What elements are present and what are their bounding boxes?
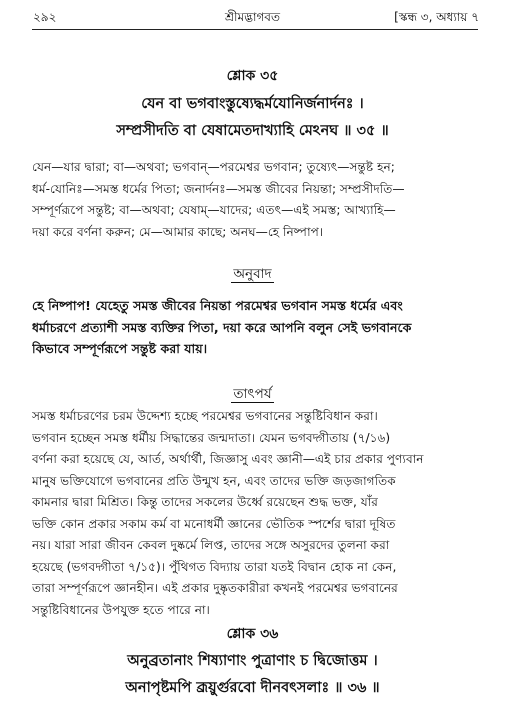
verse-35-line-1: যেন বা ভগবাংস্তুষ্যেদ্ধর্মযোনির্জনার্দনঃ ।	[141, 96, 364, 112]
verse-35-translation	[32, 295, 482, 360]
verse-35-synonyms	[32, 157, 478, 243]
translation-line: ধর্মাচরণে প্রত্যাশী সমস্ত ব্যক্তির পিতা, দয়া করে আপনি বলুন সেই ভগবানকে	[32, 319, 412, 335]
synonyms-line: ধর্ম-যোনিঃ—সমস্ত ধর্মের পিতা; জনার্দনঃ—সমস্ত জীবের নিয়ন্তা; সম্প্রসীদতি—	[32, 181, 405, 196]
synonyms-line: যেন—যার দ্বারা; বা—অথবা; ভগবান্—পরমেশ্বর ভগবান; তুষ্যেৎ—সন্তুষ্ট হন;	[32, 160, 395, 174]
verse-36-line-1: অনুব্রতানাং শিষ্যাণাং পুত্রাণাং চ দ্বিজোত্তম ।	[127, 653, 378, 669]
verse-35-line-2: সম্প্রসীদতি বা যেষামেতদাখ্যাহি মেঽনঘ ॥ ৩৫ ॥	[116, 123, 389, 139]
book-title: শ্রীমদ্ভাগবত	[224, 10, 280, 24]
translation-heading: অনুবাদ	[233, 266, 272, 282]
purport-line: ভগবান হচ্ছেন সমস্ত ধর্মীয় সিদ্ধান্তের জন্মদাতা। যেমন ভগবদ্গীতায় (৭/১৬)	[32, 430, 391, 445]
verse-35-heading: শ্লোক ৩৫	[226, 68, 279, 84]
purport-line: কামনার দ্বারা মিশ্রিত। কিন্তু তাদের সকলের উর্ধ্বে রয়েছেন শুদ্ধ ভক্ত, যাঁর	[32, 495, 378, 509]
verse-35-purport	[32, 406, 478, 621]
purport-heading: তাৎপর্য	[233, 386, 272, 402]
translation-line: হে নিষ্পাপ! যেহেতু সমস্ত জীবের নিয়ন্তা পরমেশ্বর ভগবান সমস্ত ধর্মের এবং	[32, 298, 403, 313]
page-header	[0, 6, 505, 28]
translation-line: কিভাবে সম্পূর্ণরূপে সন্তুষ্ট করা যায়।	[32, 341, 208, 356]
verse-36-heading: শ্লোক ৩৬	[226, 626, 279, 642]
purport-line: তারা সম্পূর্ণরূপে জ্ঞানহীন। এই প্রকার দুষ্কৃতকারীরা কখনই পরমেশ্বর ভগবানের	[32, 581, 398, 595]
purport-line: সন্তুষ্টিবিধানের উপযুক্ত হতে পারে না।	[32, 602, 210, 617]
synonyms-line: সম্পূর্ণরূপে সন্তুষ্ট; বা—অথবা; যেষাম্—যাদের; এতৎ—এই সমস্ত; আখ্যাহি—	[32, 203, 396, 217]
purport-line: ভক্তি কোন প্রকার সকাম কর্ম বা মনোধর্মী জ্ঞানের ভৌতিক স্পর্শের দ্বারা দূষিত	[32, 516, 396, 531]
header-rule	[32, 29, 478, 30]
synonyms-line: দয়া করে বর্ণনা করুন; মে—আমার কাছে; অনঘ—হে নিষ্পাপ।	[32, 224, 324, 239]
chapter-reference: [স্কন্ধ ৩, অধ্যায় ৭	[394, 10, 479, 24]
purport-line: সমস্ত ধর্মাচরণের চরম উদ্দেশ্য হচ্ছে পরমেশ্বর ভগবানের সন্তুষ্টিবিধান করা।	[32, 409, 378, 423]
purport-line: বর্ণনা করা হয়েছে যে, আর্ত, অর্থার্থী, জিজ্ঞাসু এবং জ্ঞানী—এই চার প্রকার পুণ্যবান	[32, 452, 424, 466]
purport-line: নয়। যারা সারা জীবন কেবল দুষ্কর্মে লিপ্ত, তাদের সঙ্গে অসুরদের তুলনা করা	[32, 538, 390, 552]
purport-line: মানুষ ভক্তিযোগে ভগবানের প্রতি উন্মুখ হন, এবং তাদের ভক্তি জড়জাগতিক	[32, 473, 396, 488]
verse-36-line-2: অনাপৃষ্টমপি ব্রূয়ুর্গুরবো দীনবৎসলাঃ ॥ ৩৬ ॥	[125, 680, 380, 696]
page-number: ২৯২	[33, 10, 57, 24]
purport-line: হয়েছে (ভগবদ্গীতা ৭/১৫)। পুঁথিগত বিদ্যায় তারা যতই বিদ্বান হোক না কেন,	[32, 559, 397, 574]
